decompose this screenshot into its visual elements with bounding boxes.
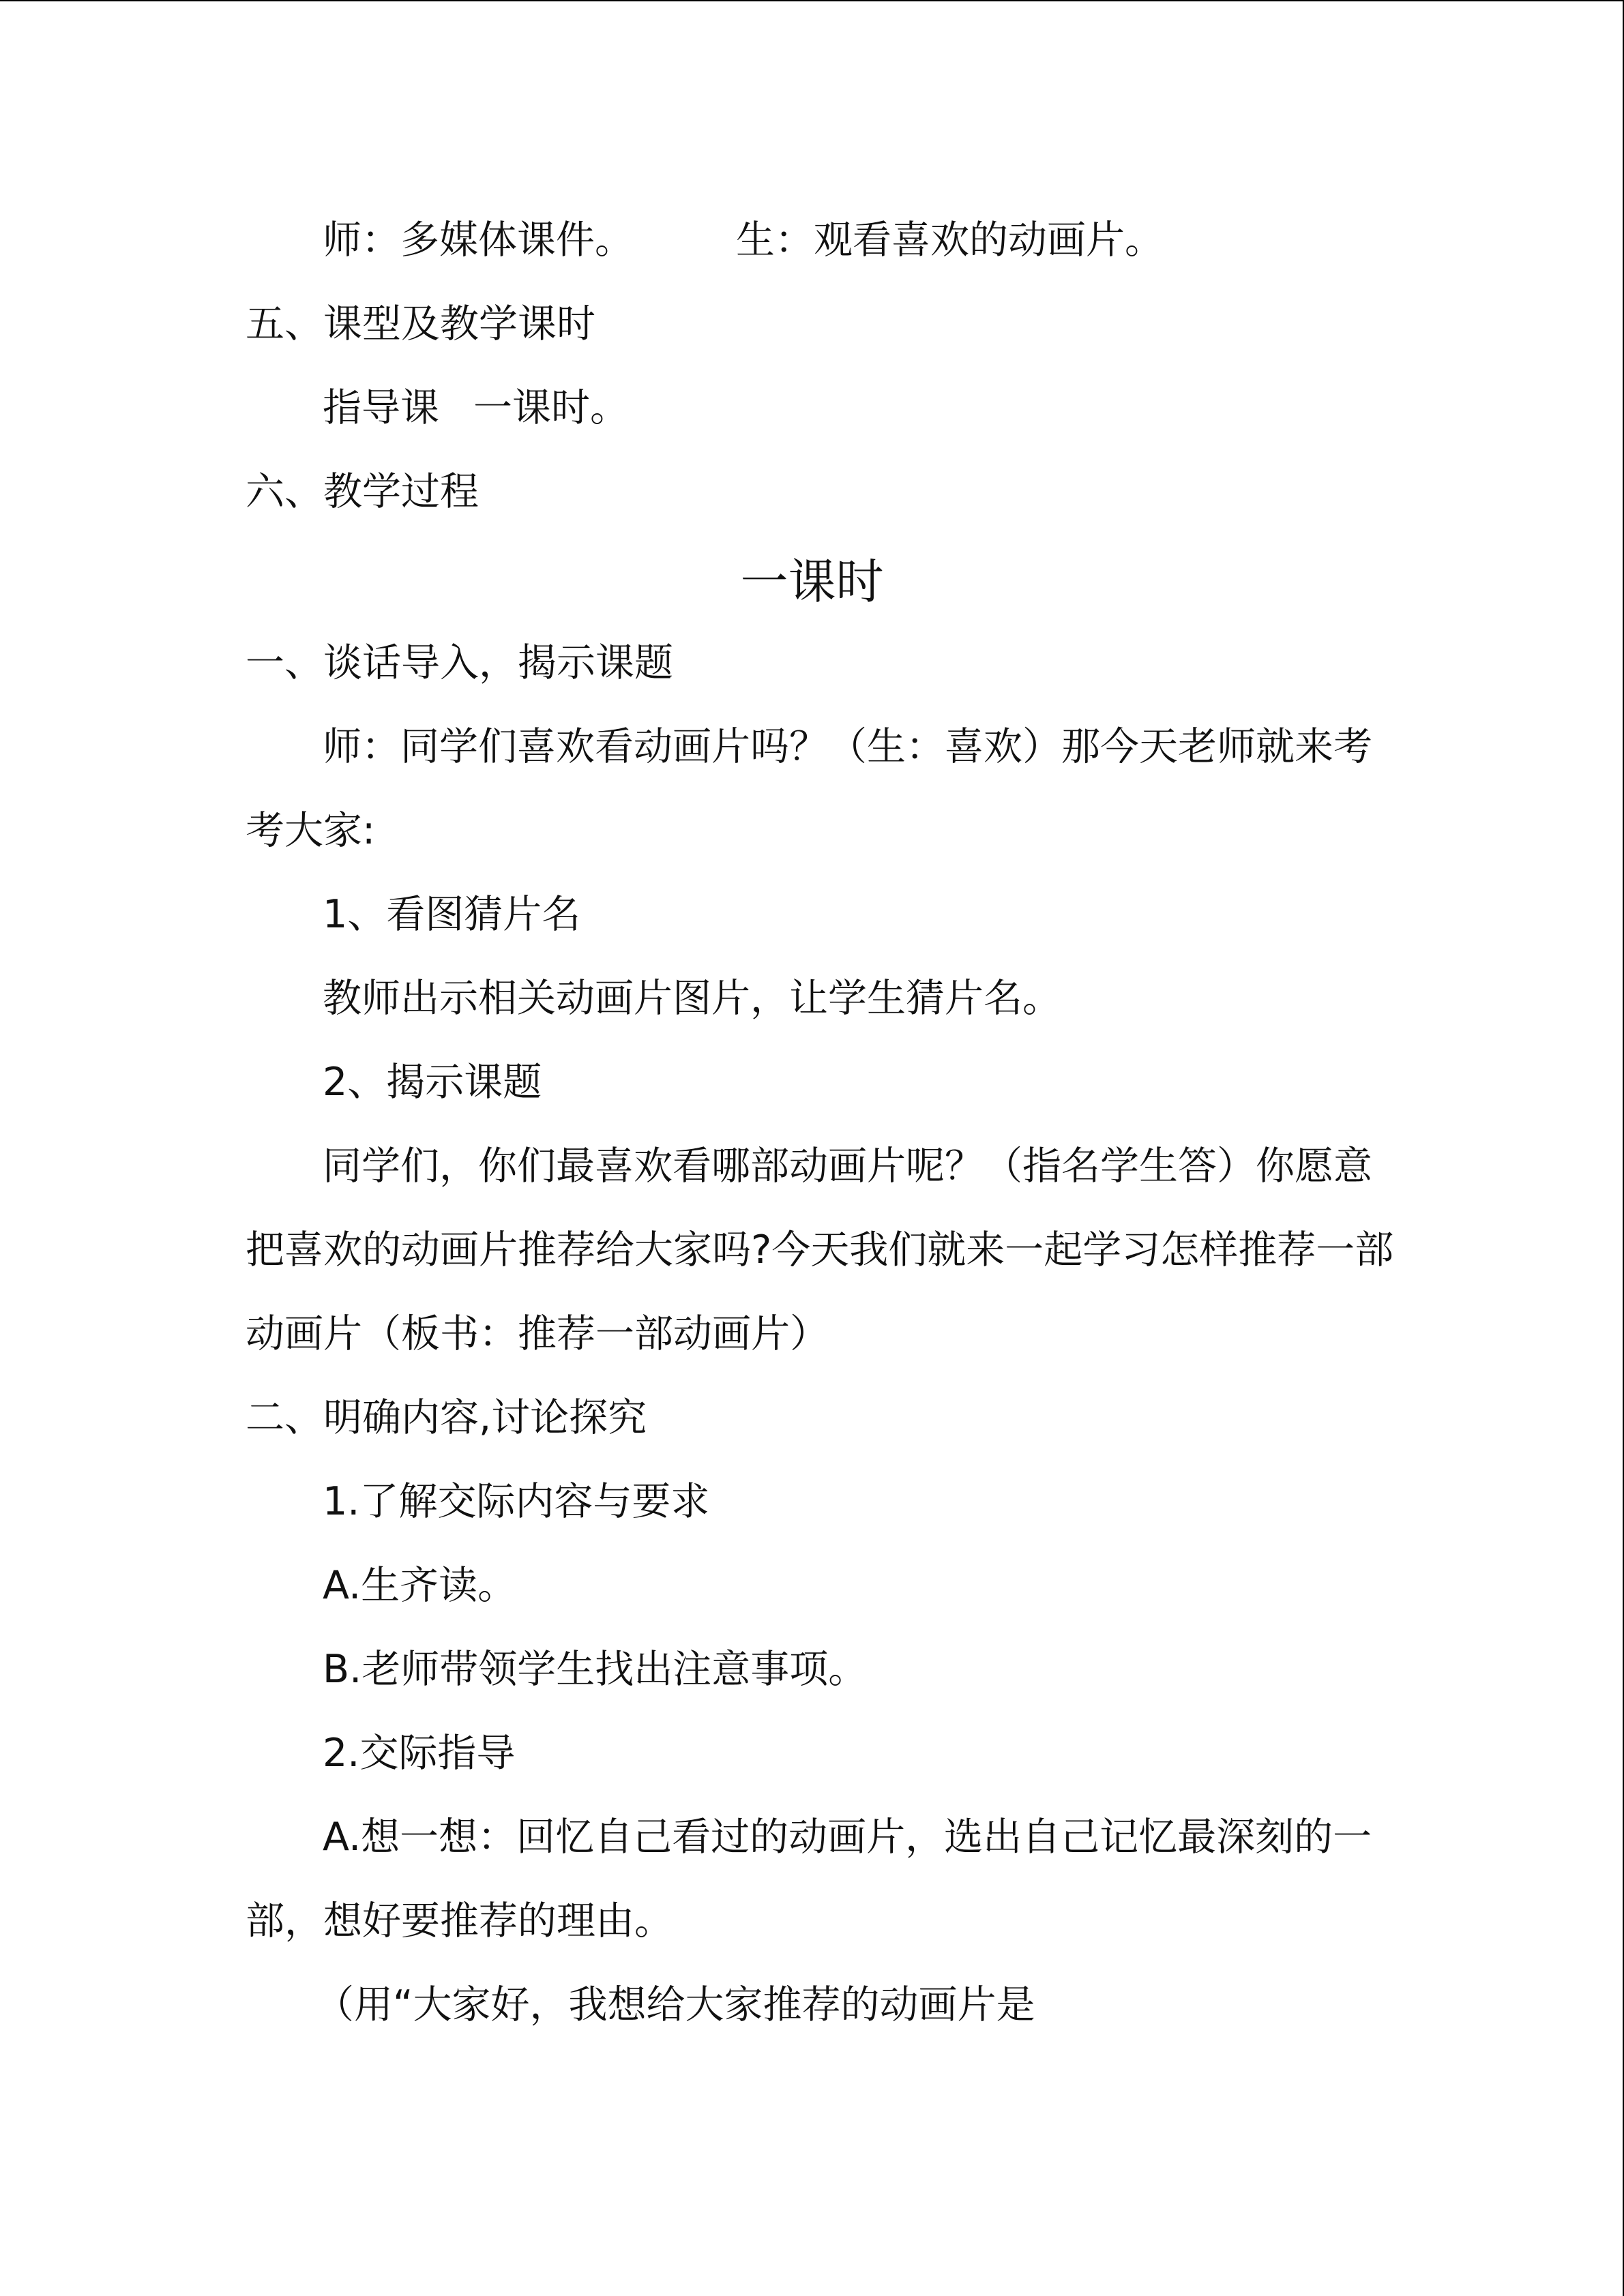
page-title: 一课时 <box>740 554 884 610</box>
section-heading-5: 五、课型及教学课时 <box>246 301 595 346</box>
text-line-lesson-type <box>323 381 629 435</box>
paragraph-line: 同学们，你们最喜欢看哪部动画片呢？（指名学生答）你愿意 <box>323 1144 1372 1189</box>
sub-heading: 2、揭示课题 <box>323 1060 542 1105</box>
paragraph-line: 部，想好要推荐的理由。 <box>246 1898 673 1943</box>
sub-heading: 2.交际指导 <box>323 1731 516 1776</box>
step-heading-1: 一、谈话导入，揭示课题 <box>246 640 673 685</box>
paragraph-line: （用“大家好，我想给大家推荐的动画片是 <box>315 1982 1035 2027</box>
list-item: A.生齐读。 <box>323 1563 517 1608</box>
paragraph-line: A.想一想：回忆自己看过的动画片，选出自己记忆最深刻的一 <box>323 1815 1372 1860</box>
student-materials: 生：观看喜欢的动画片。 <box>736 218 1164 263</box>
sub-heading: 1、看图猜片名 <box>323 892 581 937</box>
lesson-hours: 一课时。 <box>473 385 629 430</box>
paragraph-line: 动画片（板书：推荐一部动画片） <box>246 1311 829 1356</box>
teacher-materials: 师：多媒体课件。 <box>323 218 634 263</box>
lesson-type: 指导课 <box>323 385 439 430</box>
sub-heading: 1.了解交际内容与要求 <box>323 1479 710 1524</box>
step-heading-2: 二、明确内容,讨论探究 <box>246 1395 647 1440</box>
section-heading-6: 六、教学过程 <box>246 469 479 514</box>
list-item: B.老师带领学生找出注意事项。 <box>323 1647 868 1692</box>
text-line-materials <box>323 213 1164 267</box>
paragraph-line: 教师出示相关动画片图片，让学生猜片名。 <box>323 976 1061 1021</box>
paragraph-line: 把喜欢的动画片推荐给大家吗?今天我们就来一起学习怎样推荐一部 <box>246 1227 1394 1272</box>
paragraph-line: 师：同学们喜欢看动画片吗？（生：喜欢）那今天老师就来考 <box>323 724 1372 769</box>
paragraph-line: 考大家: <box>246 808 376 853</box>
